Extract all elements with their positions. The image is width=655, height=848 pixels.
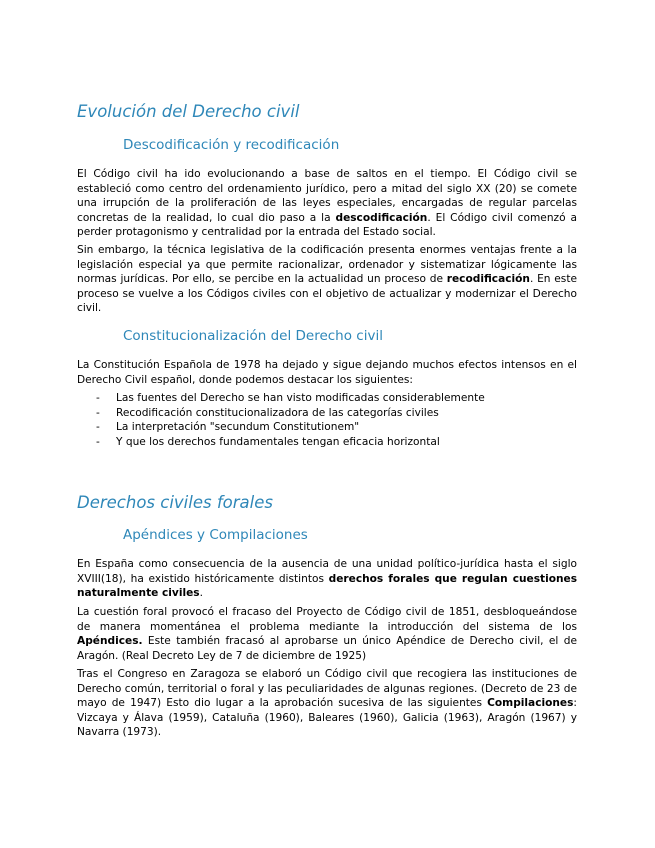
text-run: . El Código civil comenzó a perder protagonismo y centralidad por la entrada del Estado social. — [77, 211, 577, 239]
text-run: : Vizcaya y Álava (1959), Cataluña (1960), Baleares (1960), Galicia (1963), Aragón (1967) y Navarra (1973). — [77, 697, 577, 739]
section-heading-forales: Derechos civiles forales — [77, 493, 273, 512]
text-run: En España como consecuencia de la ausencia de una unidad político-jurídica hasta el siglo XVIII(18), ha existido históricamente distintos — [77, 558, 577, 585]
subheading-constitucionalizacion: Constitucionalización del Derecho civil — [123, 328, 383, 344]
paragraph-recodificacion — [77, 243, 577, 316]
dash-bullet: - — [96, 406, 100, 419]
paragraph-constitucion: La Constitución Española de 1978 ha dejado y sigue dejando muchos efectos intensos en el Derecho Civil español, donde podemos destacar los siguientes: — [77, 359, 577, 386]
bold-term-recodificacion: recodificación — [446, 273, 530, 286]
bold-term-compilaciones: Compilaciones — [487, 697, 574, 710]
text-run: Sin embargo, la técnica legislativa de la codificación presenta enormes ventajas frente a la legislación especial ya que permite racionalizar, ordenador y sistematizar lógicamente las normas jurídicas. Por ello, se percibe en la actualidad un proceso de — [77, 244, 577, 286]
text-run: Este también fracasó al aprobarse un único Apéndice de Derecho civil, el de Aragón. (Real Decreto Ley de 7 de diciembre de 1925) — [77, 635, 577, 662]
subheading-apendices: Apéndices y Compilaciones — [123, 527, 308, 543]
dash-bullet: - — [96, 392, 100, 404]
dash-bullet: - — [96, 421, 100, 434]
bold-term-apendices: Apéndices. — [77, 635, 143, 648]
list-item-text: Recodificación constitucionalizadora de las categorías civiles — [116, 406, 439, 419]
bold-term-descodificacion: descodificación — [335, 211, 428, 224]
paragraph-compilaciones — [77, 667, 577, 740]
list-item — [96, 391, 485, 406]
text-run: . — [199, 587, 203, 600]
text-run: . En este proceso se vuelve a los Códigos civiles con el objetivo de actualizar y modernizar el Derecho civil. — [77, 273, 577, 315]
dash-bullet: - — [96, 435, 100, 448]
list-item-text: Y que los derechos fundamentales tengan eficacia horizontal — [116, 435, 440, 448]
section-heading-evolucion: Evolución del Derecho civil — [77, 102, 300, 121]
list-item-text: La interpretación "secundum Constitutionem" — [116, 421, 360, 434]
list-item-text: Las fuentes del Derecho se han visto modificadas considerablemente — [116, 392, 485, 404]
subheading-descodificacion: Descodificación y recodificación — [123, 137, 340, 153]
paragraph-cuestion-foral — [77, 605, 577, 663]
list-item — [96, 420, 485, 435]
paragraph-descodificacion — [77, 167, 577, 240]
text-run: Tras el Congreso en Zaragoza se elaboró un Código civil que recogiera las instituciones de Derecho común, territorial o foral y las peculiaridades de algunas regiones. (Decreto de 23 de mayo de 1947) Esto dio lugar a la aprobación sucesiva de las siguientes — [77, 668, 577, 710]
text-run: La cuestión foral provocó el fracaso del Proyecto de Código civil de 1851, desbloqueándose de manera momentánea el problema mediante la introducción del sistema de los — [77, 606, 577, 633]
bullet-list-efectos — [96, 391, 485, 449]
list-item — [96, 406, 485, 421]
bold-term-derechos-forales: derechos forales que regulan cuestiones naturalmente civiles — [77, 572, 578, 600]
paragraph-derechos-forales — [77, 557, 577, 601]
text-run: El Código civil ha ido evolucionando a base de saltos en el tiempo. El Código civil se estableció como centro del ordenamiento jurídico, pero a mitad del siglo XX (20) se comete una irrupción de la proliferación de las leyes especiales, encargadas de regular parcelas concretas de la realidad, lo cual dio paso a la — [77, 168, 577, 224]
list-item — [96, 435, 485, 450]
